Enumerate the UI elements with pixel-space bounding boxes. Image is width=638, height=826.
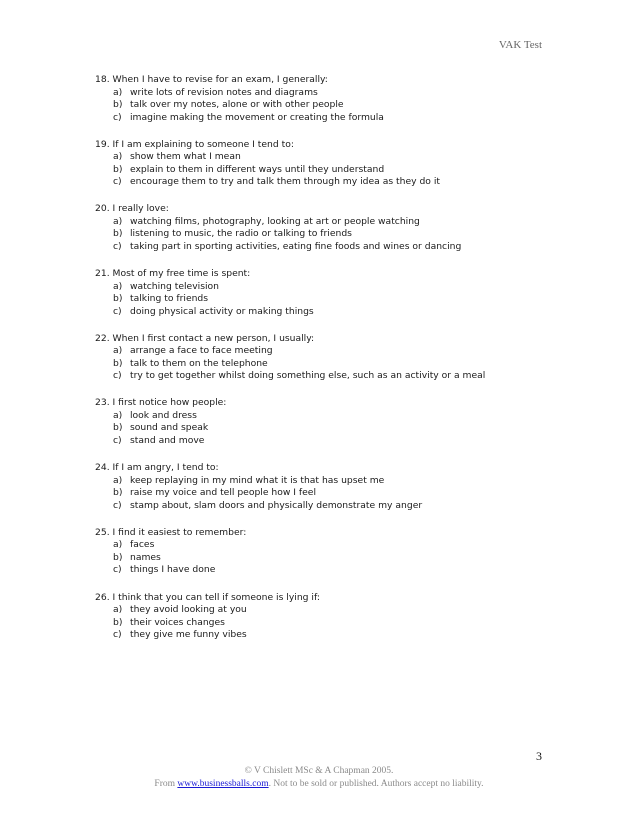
option-text: watching television <box>130 280 219 292</box>
option-c <box>95 176 555 189</box>
question-25 <box>95 527 555 577</box>
option-text: try to get together whilst doing something else, such as an activity or a meal <box>130 370 486 382</box>
option-text: they avoid looking at you <box>130 604 247 615</box>
option-c <box>95 564 555 577</box>
option-b <box>95 358 555 371</box>
option-text: talking to friends <box>130 293 209 305</box>
option-text: arrange a face to face meeting <box>130 345 273 357</box>
option-letter: a) <box>113 474 123 486</box>
option-letter: b) <box>113 228 123 240</box>
option-text: faces <box>130 539 155 551</box>
option-text: doing physical activity or making things <box>130 305 314 317</box>
question-19 <box>95 139 555 189</box>
option-letter: c) <box>113 176 122 188</box>
option-text: keep replaying in my mind what it is that has upset me <box>130 474 385 486</box>
option-b <box>95 617 555 630</box>
option-letter: b) <box>113 163 123 175</box>
option-text: encourage them to try and talk them through my idea as they do it <box>130 176 441 188</box>
question-text: 22. When I first contact a new person, I usually: <box>95 332 315 344</box>
option-letter: b) <box>113 616 123 628</box>
option-text: sound and speak <box>130 422 209 434</box>
option-text: their voices changes <box>130 616 225 628</box>
option-c <box>95 435 555 448</box>
option-letter: b) <box>113 357 123 369</box>
option-letter: a) <box>113 409 123 421</box>
question-text: 24. If I am angry, I tend to: <box>95 462 219 474</box>
option-c <box>95 306 555 319</box>
option-letter: a) <box>113 539 123 551</box>
option-text: names <box>130 551 161 563</box>
option-text: imagine making the movement or creating the formula <box>130 111 384 123</box>
option-b <box>95 487 555 500</box>
question-26 <box>95 592 555 642</box>
option-a <box>95 604 555 617</box>
option-b <box>95 228 555 241</box>
option-a <box>95 475 555 488</box>
option-text: talk to them on the telephone <box>130 357 268 369</box>
option-text: show them what I mean <box>130 151 241 163</box>
option-b <box>95 552 555 565</box>
option-a <box>95 345 555 358</box>
option-c <box>95 370 555 383</box>
question-text: 20. I really love: <box>95 203 169 215</box>
option-letter: c) <box>113 434 122 446</box>
footer-source <box>0 779 638 789</box>
question-text: 26. I think that you can tell if someone is lying if: <box>95 591 320 603</box>
option-a <box>95 539 555 552</box>
option-text: things I have done <box>130 564 216 576</box>
question-24 <box>95 462 555 512</box>
option-a <box>95 216 555 229</box>
option-c <box>95 241 555 254</box>
option-a <box>95 410 555 423</box>
question-21 <box>95 268 555 318</box>
option-letter: a) <box>113 151 123 163</box>
option-letter: b) <box>113 99 123 110</box>
footer-copyright: © V Chislett MSc & A Chapman 2005. <box>244 766 394 776</box>
option-letter: c) <box>113 564 122 576</box>
option-text: write lots of revision notes and diagrams <box>130 86 318 98</box>
option-letter: c) <box>113 111 122 123</box>
question-text: 18. When I have to revise for an exam, I generally: <box>95 74 328 85</box>
question-18 <box>95 74 555 124</box>
option-c <box>95 500 555 513</box>
option-text: watching films, photography, looking at art or people watching <box>130 215 420 227</box>
option-letter: c) <box>113 240 122 252</box>
option-text: talk over my notes, alone or with other people <box>130 99 344 110</box>
option-letter: a) <box>113 604 123 615</box>
option-letter: b) <box>113 551 123 563</box>
question-20 <box>95 203 555 253</box>
question-text: 23. I first notice how people: <box>95 397 227 409</box>
option-letter: a) <box>113 86 123 98</box>
option-b <box>95 164 555 177</box>
option-letter: b) <box>113 293 123 305</box>
option-text: listening to music, the radio or talking to friends <box>130 228 352 240</box>
option-text: taking part in sporting activities, eating fine foods and wines or dancing <box>130 240 462 252</box>
option-text: raise my voice and tell people how I feel <box>130 487 317 499</box>
header-title: VAK Test <box>498 39 542 51</box>
option-letter: c) <box>113 305 122 317</box>
option-letter: c) <box>113 629 122 640</box>
option-letter: a) <box>113 280 123 292</box>
businessballs-link[interactable]: www.businessballs.com <box>177 779 269 789</box>
option-a <box>95 151 555 164</box>
option-c <box>95 112 555 125</box>
question-text: 21. Most of my free time is spent: <box>95 268 251 280</box>
option-letter: c) <box>113 370 122 382</box>
option-text: they give me funny vibes <box>130 629 247 640</box>
question-text: 25. I find it easiest to remember: <box>95 526 247 538</box>
option-text: explain to them in different ways until they understand <box>130 163 385 175</box>
option-letter: a) <box>113 345 123 357</box>
option-letter: b) <box>113 487 123 499</box>
option-b <box>95 422 555 435</box>
question-23 <box>95 397 555 447</box>
option-letter: b) <box>113 422 123 434</box>
option-letter: c) <box>113 499 122 511</box>
option-a <box>95 87 555 100</box>
option-b <box>95 293 555 306</box>
page-number: 3 <box>536 749 542 763</box>
option-text: look and dress <box>130 409 197 421</box>
footer-from-prefix: From <box>154 779 178 789</box>
question-22 <box>95 333 555 383</box>
option-c <box>95 629 555 642</box>
option-b <box>95 99 555 112</box>
question-list <box>95 74 555 656</box>
option-text: stamp about, slam doors and physically demonstrate my anger <box>130 499 423 511</box>
option-letter: a) <box>113 215 123 227</box>
footer-disclaimer: . Not to be sold or published. Authors accept no liability. <box>268 779 484 789</box>
option-text: stand and move <box>130 434 205 446</box>
question-text: 19. If I am explaining to someone I tend to: <box>95 138 294 150</box>
option-a <box>95 281 555 294</box>
